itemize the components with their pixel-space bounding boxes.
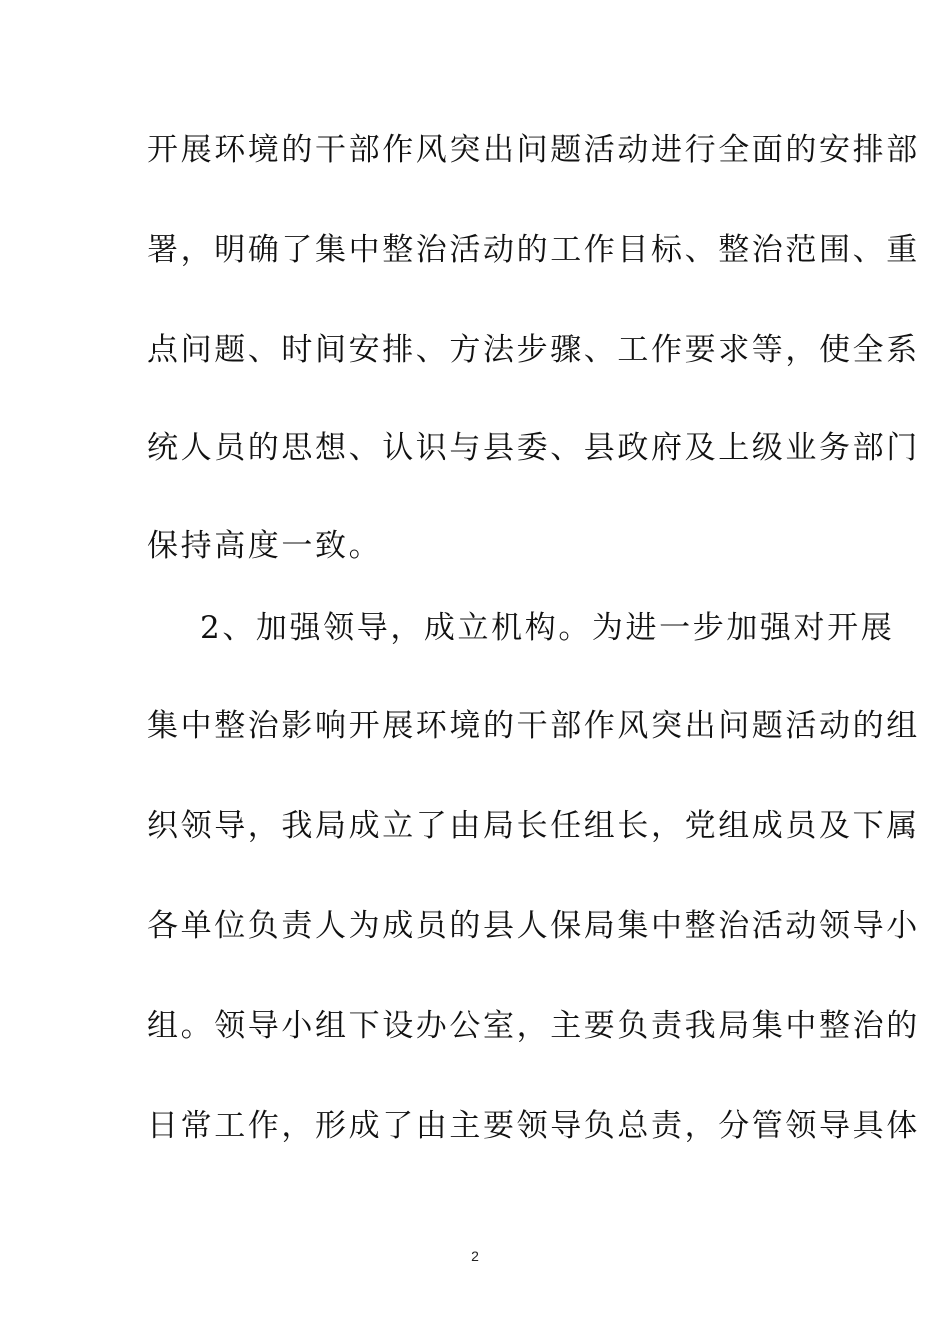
body-text-line: 日常工作，形成了由主要领导负总责，分管领导具体 — [147, 1108, 920, 1144]
body-text-line: 署，明确了集中整治活动的工作目标、整治范围、重 — [147, 232, 920, 268]
body-text-line: 统人员的思想、认识与县委、县政府及上级业务部门 — [147, 430, 920, 466]
page-number: 2 — [471, 1248, 479, 1264]
body-text-line: 开展环境的干部作风突出问题活动进行全面的安排部 — [147, 132, 920, 168]
body-text-line: 点问题、时间安排、方法步骤、工作要求等，使全系 — [147, 332, 920, 368]
body-text-line: 织领导，我局成立了由局长任组长，党组成员及下属 — [147, 808, 920, 844]
body-text-line: 组。领导小组下设办公室，主要负责我局集中整治的 — [147, 1008, 920, 1044]
body-text-line: 保持高度一致。 — [147, 528, 383, 564]
body-text-line: 集中整治影响开展环境的干部作风突出问题活动的组 — [147, 708, 920, 744]
body-text-line: 各单位负责人为成员的县人保局集中整治活动领导小 — [147, 908, 920, 944]
paragraph-start-line: 2、加强领导，成立机构。为进一步加强对开展 — [200, 610, 895, 646]
